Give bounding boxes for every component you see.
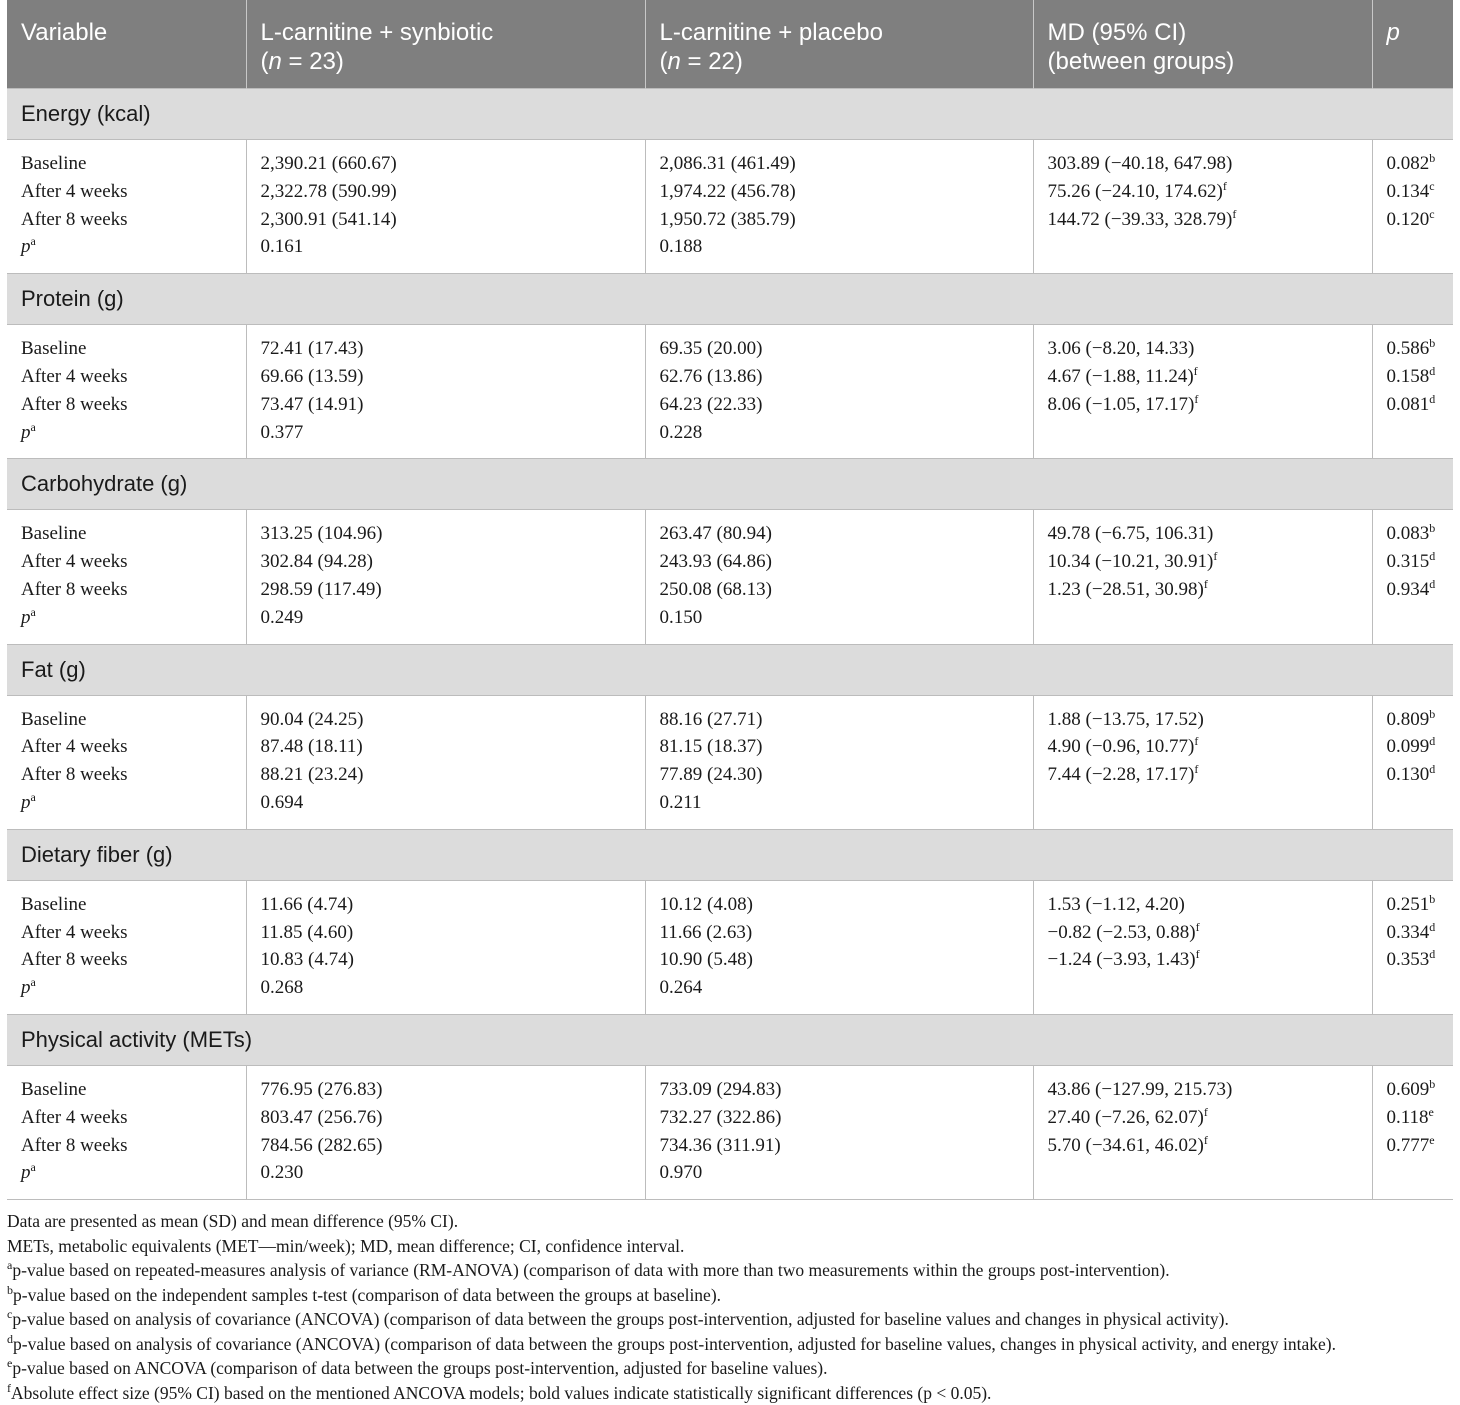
p-value: 0.081: [1386, 393, 1430, 415]
md-line: [1048, 150, 1358, 178]
table-container: [7, 0, 1453, 1405]
md-footnote-mark: f: [1203, 576, 1208, 591]
section-title: Energy (kcal): [7, 89, 1453, 140]
p-footnote-mark: d: [1429, 762, 1436, 777]
table-row: [7, 140, 1453, 274]
md-line: [1048, 733, 1358, 761]
p-value: 0.777: [1386, 1134, 1430, 1156]
md-value: 7.44 (−2.28, 17.17): [1047, 764, 1195, 786]
group2-value: 1,974.22 (456.78): [659, 180, 796, 202]
header-group1-n-var: n: [268, 48, 282, 75]
footnote-text: p-value based on ANCOVA (comparison of data between the groups post-intervention, adjusted for baseline values).: [12, 1358, 828, 1379]
group2-cell: [645, 325, 1033, 459]
md-line: [1048, 576, 1358, 604]
md-footnote-mark: f: [1203, 1132, 1208, 1147]
md-footnote-mark: f: [1232, 206, 1237, 221]
md-footnote-mark: f: [1203, 1104, 1208, 1119]
row-label-p: [21, 604, 232, 632]
group1-value: 87.48 (18.11): [260, 736, 363, 758]
group2-value: 0.188: [659, 236, 703, 258]
row-labels-cell: [7, 325, 246, 459]
group2-cell: [645, 1065, 1033, 1199]
row-label-week4: After 4 weeks: [21, 1106, 128, 1128]
row-labels-cell: [7, 1065, 246, 1199]
p-value: 0.315: [1386, 551, 1430, 573]
header-group1-n-open: (: [260, 48, 269, 75]
group1-value: 73.47 (14.91): [260, 393, 364, 415]
p-footnote-mark: d: [1429, 363, 1436, 378]
footnote-text: p-value based on the independent samples t-test (comparison of data between the groups at baseline).: [13, 1284, 722, 1305]
group1-value: 0.268: [260, 977, 304, 999]
p-value: 0.130: [1386, 764, 1430, 786]
md-value: 49.78 (−6.75, 106.31): [1047, 523, 1214, 545]
p-line: [1387, 150, 1440, 178]
group2-value: 0.150: [659, 606, 703, 628]
p-line: [1387, 761, 1440, 789]
footnote-mark: f: [7, 1380, 11, 1395]
footnote-mark: e: [7, 1356, 13, 1371]
header-group1: [246, 0, 645, 89]
group2-value: 0.970: [659, 1162, 703, 1184]
table-header: [7, 0, 1453, 89]
md-value: −0.82 (−2.53, 0.88): [1047, 921, 1196, 943]
md-value: −1.24 (−3.93, 1.43): [1047, 949, 1196, 971]
md-value: 1.53 (−1.12, 4.20): [1047, 893, 1185, 915]
p-value: 0.809: [1386, 708, 1430, 730]
row-label-baseline: Baseline: [21, 893, 87, 915]
md-footnote-mark: f: [1194, 762, 1199, 777]
group2-value: 734.36 (311.91): [659, 1134, 781, 1156]
md-line: [1048, 520, 1358, 548]
md-line: [1048, 891, 1358, 919]
footnote: [7, 1234, 1453, 1259]
row-label-p-text: p: [21, 977, 31, 999]
header-p-text: p: [1386, 19, 1400, 46]
p-footnote-mark: b: [1429, 1076, 1436, 1091]
group2-value: 1,950.72 (385.79): [659, 208, 796, 230]
row-label-baseline: Baseline: [21, 153, 87, 174]
p-line: [1387, 946, 1440, 974]
p-value: 0.099: [1386, 736, 1430, 758]
p-footnote-mark: b: [1429, 151, 1436, 165]
md-line: [1048, 335, 1358, 363]
row-label-week4: After 4 weeks: [21, 180, 128, 202]
row-label-p-sup: a: [30, 975, 36, 990]
md-value: 4.90 (−0.96, 10.77): [1047, 736, 1195, 758]
row-label-p: [21, 419, 232, 447]
group1-value: 302.84 (94.28): [260, 551, 373, 573]
group1-cell: [246, 510, 645, 644]
p-cell: [1372, 510, 1453, 644]
footnotes: [7, 1199, 1453, 1405]
p-footnote-mark: b: [1429, 706, 1436, 721]
p-footnote-mark: e: [1429, 1132, 1435, 1147]
footnote: [7, 1356, 1453, 1381]
footnote: [7, 1283, 1453, 1308]
header-variable-text: Variable: [21, 19, 108, 46]
p-footnote-mark: d: [1429, 919, 1436, 934]
p-line: [1387, 206, 1440, 234]
row-label-week4: After 4 weeks: [21, 921, 128, 943]
group2-value: 243.93 (64.86): [659, 551, 772, 573]
section-title: Fat (g): [7, 644, 1453, 695]
group1-value: 88.21 (23.24): [260, 764, 364, 786]
header-md: [1033, 0, 1372, 89]
p-cell: [1372, 1065, 1453, 1199]
section-header-row: [7, 274, 1453, 325]
p-value: 0.082: [1386, 153, 1430, 174]
footnote-mark: a: [7, 1258, 13, 1273]
md-value: 5.70 (−34.61, 46.02): [1047, 1134, 1204, 1156]
p-value: 0.334: [1386, 921, 1430, 943]
row-label-p-sup: a: [30, 234, 36, 249]
row-label-baseline: Baseline: [21, 1078, 87, 1100]
p-footnote-mark: c: [1429, 206, 1435, 221]
header-group1-n-value: = 23): [281, 48, 344, 75]
group1-value: 90.04 (24.25): [260, 708, 364, 730]
group1-value: 2,390.21 (660.67): [260, 153, 397, 174]
row-label-week4: After 4 weeks: [21, 551, 128, 573]
group1-value: 69.66 (13.59): [260, 365, 364, 387]
md-value: 144.72 (−39.33, 328.79): [1047, 208, 1233, 230]
section-header-row: [7, 89, 1453, 140]
group1-value: 298.59 (117.49): [260, 578, 382, 600]
p-line: [1387, 548, 1440, 576]
p-line: [1387, 391, 1440, 419]
p-value: 0.934: [1386, 578, 1430, 600]
footnote-text: METs, metabolic equivalents (MET—min/week); MD, mean difference; CI, confidence interval.: [7, 1235, 685, 1256]
row-label-p: [21, 1159, 232, 1187]
p-line: [1387, 1132, 1440, 1160]
md-footnote-mark: f: [1194, 734, 1199, 749]
md-cell: [1033, 880, 1372, 1014]
header-group2: [645, 0, 1033, 89]
row-label-p-text: p: [21, 606, 31, 628]
row-labels-cell: [7, 695, 246, 829]
row-label-baseline: Baseline: [21, 338, 87, 360]
md-value: 1.23 (−28.51, 30.98): [1047, 578, 1204, 600]
group1-cell: [246, 325, 645, 459]
p-cell: [1372, 695, 1453, 829]
row-label-p: [21, 974, 232, 1002]
row-label-week8: After 8 weeks: [21, 1134, 128, 1156]
group2-value: 81.15 (18.37): [659, 736, 763, 758]
row-label-p-text: p: [21, 421, 31, 443]
p-line: [1387, 919, 1440, 947]
md-value: 4.67 (−1.88, 11.24): [1047, 365, 1194, 387]
md-value: 1.88 (−13.75, 17.52): [1047, 708, 1204, 730]
group2-value: 733.09 (294.83): [659, 1078, 782, 1100]
row-label-p-sup: a: [30, 1160, 36, 1175]
group1-value: 0.694: [260, 791, 304, 813]
md-line: [1048, 761, 1358, 789]
header-group1-n: [261, 47, 631, 76]
group2-value: 88.16 (27.71): [659, 708, 763, 730]
p-value: 0.120: [1386, 208, 1430, 230]
section-title: Protein (g): [7, 274, 1453, 325]
group1-value: 776.95 (276.83): [260, 1078, 383, 1100]
group2-value: 250.08 (68.13): [659, 578, 772, 600]
footnote-text: p-value based on analysis of covariance (ANCOVA) (comparison of data between the groups post-intervention, adjusted for baseline values and changes in physical activity).: [12, 1309, 1229, 1330]
section-header-row: [7, 829, 1453, 880]
section-title: Carbohydrate (g): [7, 459, 1453, 510]
md-footnote-mark: f: [1222, 178, 1227, 193]
p-line: [1387, 576, 1440, 604]
group2-value: 10.12 (4.08): [659, 893, 753, 915]
footnote: [7, 1258, 1453, 1283]
p-value: 0.134: [1386, 180, 1430, 202]
group2-value: 11.66 (2.63): [659, 921, 753, 943]
group2-value: 263.47 (80.94): [659, 523, 772, 545]
md-footnote-mark: f: [1195, 919, 1200, 934]
p-line: [1387, 178, 1440, 206]
footnote: [7, 1332, 1453, 1357]
group1-value: 0.161: [260, 236, 304, 258]
p-line: [1387, 1076, 1440, 1104]
row-label-p-text: p: [21, 791, 31, 813]
row-label-p-sup: a: [30, 604, 36, 619]
header-group1-name: L-carnitine + synbiotic: [260, 19, 494, 46]
row-label-week8: After 8 weeks: [21, 208, 128, 230]
p-cell: [1372, 325, 1453, 459]
p-line: [1387, 706, 1440, 734]
p-line: [1387, 733, 1440, 761]
md-cell: [1033, 510, 1372, 644]
p-footnote-mark: e: [1428, 1104, 1434, 1119]
row-label-p-text: p: [21, 236, 31, 258]
md-line: [1048, 206, 1358, 234]
row-label-baseline: Baseline: [21, 523, 87, 545]
group1-cell: [246, 880, 645, 1014]
footnote-text: p-value based on analysis of covariance (ANCOVA) (comparison of data between the groups post-intervention, adjusted for baseline values, changes in physical activity, and energy intake).: [13, 1333, 1336, 1354]
p-value: 0.118: [1386, 1106, 1429, 1128]
footnote-mark: c: [7, 1307, 13, 1322]
p-line: [1387, 363, 1440, 391]
md-cell: [1033, 1065, 1372, 1199]
p-value: 0.158: [1386, 365, 1430, 387]
md-line: [1048, 919, 1358, 947]
table-row: [7, 880, 1453, 1014]
md-line: [1048, 706, 1358, 734]
group2-value: 64.23 (22.33): [659, 393, 763, 415]
p-value: 0.251: [1386, 893, 1430, 915]
p-footnote-mark: b: [1429, 521, 1436, 536]
group1-value: 784.56 (282.65): [260, 1134, 383, 1156]
md-value: 75.26 (−24.10, 174.62): [1047, 180, 1223, 202]
md-line: [1048, 363, 1358, 391]
p-footnote-mark: c: [1429, 178, 1435, 193]
group2-value: 0.264: [659, 977, 703, 999]
group2-value: 77.89 (24.30): [659, 764, 763, 786]
p-footnote-mark: b: [1429, 891, 1436, 906]
row-label-week4: After 4 weeks: [21, 365, 128, 387]
p-value: 0.609: [1386, 1078, 1430, 1100]
p-footnote-mark: d: [1429, 734, 1436, 749]
table-row: [7, 695, 1453, 829]
md-line: [1048, 1104, 1358, 1132]
md-value: 43.86 (−127.99, 215.73): [1047, 1078, 1233, 1100]
row-label-baseline: Baseline: [21, 708, 87, 730]
section-header-row: [7, 459, 1453, 510]
row-label-p: [21, 233, 232, 261]
md-value: 8.06 (−1.05, 17.17): [1047, 393, 1195, 415]
row-label-p-sup: a: [30, 419, 36, 434]
header-md-line2: (between groups): [1047, 48, 1235, 75]
group2-value: 69.35 (20.00): [659, 338, 763, 360]
footnote-mark: d: [7, 1331, 13, 1346]
group2-cell: [645, 510, 1033, 644]
md-line: [1048, 391, 1358, 419]
md-cell: [1033, 695, 1372, 829]
p-line: [1387, 335, 1440, 363]
row-label-p: [21, 789, 232, 817]
group1-value: 0.377: [260, 421, 304, 443]
header-group2-n-open: (: [659, 48, 668, 75]
section-title: Physical activity (METs): [7, 1014, 1453, 1065]
md-value: 303.89 (−40.18, 647.98): [1047, 153, 1233, 174]
p-footnote-mark: d: [1429, 549, 1436, 564]
group2-value: 732.27 (322.86): [659, 1106, 782, 1128]
md-footnote-mark: f: [1193, 363, 1198, 378]
p-footnote-mark: d: [1429, 576, 1436, 591]
p-value: 0.353: [1386, 949, 1430, 971]
p-line: [1387, 1104, 1440, 1132]
section-header-row: [7, 644, 1453, 695]
header-group2-n: [660, 47, 1019, 76]
group2-value: 2,086.31 (461.49): [659, 153, 796, 174]
table-row: [7, 510, 1453, 644]
row-label-week8: After 8 weeks: [21, 393, 128, 415]
group1-value: 2,322.78 (590.99): [260, 180, 397, 202]
md-value: 27.40 (−7.26, 62.07): [1047, 1106, 1204, 1128]
group1-value: 11.66 (4.74): [260, 893, 354, 915]
table-row: [7, 1065, 1453, 1199]
p-value: 0.586: [1386, 338, 1430, 360]
header-md-line1: MD (95% CI): [1047, 19, 1187, 46]
table-row: [7, 325, 1453, 459]
md-line: [1048, 548, 1358, 576]
p-footnote-mark: d: [1429, 391, 1436, 406]
md-footnote-mark: f: [1213, 549, 1218, 564]
group1-value: 313.25 (104.96): [260, 523, 383, 545]
p-cell: [1372, 880, 1453, 1014]
group2-value: 0.228: [659, 421, 703, 443]
md-footnote-mark: f: [1195, 947, 1200, 962]
p-value: 0.083: [1386, 523, 1430, 545]
group2-value: 10.90 (5.48): [659, 949, 753, 971]
md-cell: [1033, 140, 1372, 274]
footnote-mark: b: [7, 1282, 13, 1297]
p-cell: [1372, 140, 1453, 274]
row-labels-cell: [7, 510, 246, 644]
footnote: [7, 1209, 1453, 1234]
footnote: [7, 1307, 1453, 1332]
p-line: [1387, 891, 1440, 919]
row-label-week8: After 8 weeks: [21, 578, 128, 600]
header-p: [1372, 0, 1453, 89]
md-line: [1048, 946, 1358, 974]
footnote: [7, 1381, 1453, 1405]
group1-value: 10.83 (4.74): [260, 949, 354, 971]
group1-cell: [246, 140, 645, 274]
row-label-p-sup: a: [30, 789, 36, 804]
group2-value: 0.211: [659, 791, 702, 813]
group1-value: 0.249: [260, 606, 304, 628]
md-cell: [1033, 325, 1372, 459]
row-label-p-text: p: [21, 1162, 31, 1184]
header-group2-n-value: = 22): [680, 48, 743, 75]
p-footnote-mark: d: [1429, 947, 1436, 962]
footnote-text: p-value based on repeated-measures analysis of variance (RM-ANOVA) (comparison of data with more than two measurements within the groups post-intervention).: [12, 1260, 1170, 1281]
md-line: [1048, 1076, 1358, 1104]
group1-value: 11.85 (4.60): [260, 921, 354, 943]
table-body: [7, 89, 1453, 1200]
md-value: 3.06 (−8.20, 14.33): [1047, 338, 1195, 360]
group1-cell: [246, 1065, 645, 1199]
p-line: [1387, 520, 1440, 548]
group2-cell: [645, 880, 1033, 1014]
footnote-text: Absolute effect size (95% CI) based on the mentioned ANCOVA models; bold values indicate statistically significant differences (p < 0.05).: [11, 1382, 992, 1403]
group2-cell: [645, 140, 1033, 274]
section-title: Dietary fiber (g): [7, 829, 1453, 880]
results-table: [7, 0, 1453, 1199]
md-footnote-mark: f: [1194, 391, 1199, 406]
group1-value: 72.41 (17.43): [260, 338, 364, 360]
row-label-week8: After 8 weeks: [21, 764, 128, 786]
p-footnote-mark: b: [1429, 336, 1436, 351]
md-line: [1048, 1132, 1358, 1160]
group1-value: 803.47 (256.76): [260, 1106, 383, 1128]
row-labels-cell: [7, 880, 246, 1014]
group1-value: 0.230: [260, 1162, 304, 1184]
row-labels-cell: [7, 140, 246, 274]
md-line: [1048, 178, 1358, 206]
group1-value: 2,300.91 (541.14): [260, 208, 397, 230]
footnote-text: Data are presented as mean (SD) and mean difference (95% CI).: [7, 1211, 459, 1232]
group1-cell: [246, 695, 645, 829]
header-group2-n-var: n: [667, 48, 681, 75]
md-value: 10.34 (−10.21, 30.91): [1047, 551, 1214, 573]
group2-cell: [645, 695, 1033, 829]
group2-value: 62.76 (13.86): [659, 365, 763, 387]
section-header-row: [7, 1014, 1453, 1065]
row-label-week8: After 8 weeks: [21, 949, 128, 971]
header-group2-name: L-carnitine + placebo: [659, 19, 883, 46]
row-label-week4: After 4 weeks: [21, 736, 128, 758]
header-variable: [7, 0, 246, 89]
